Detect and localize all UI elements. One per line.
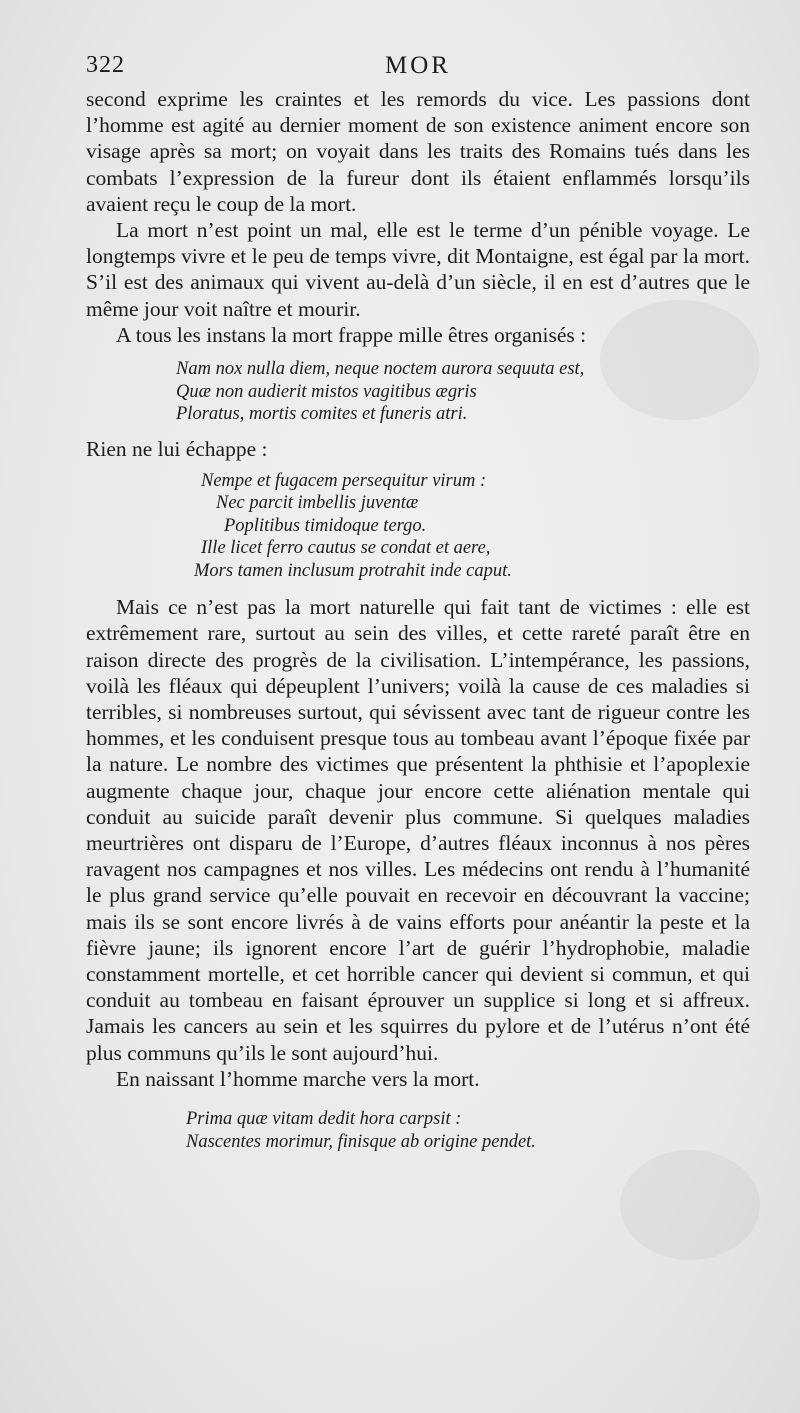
running-head: MOR — [385, 52, 451, 79]
verse-line: Nam nox nulla diem, neque noctem aurora sequuta est, — [176, 359, 585, 380]
latin-verse-quote — [86, 462, 750, 595]
paragraph: A tous les instans la mort frappe mille êtres organisés : — [116, 322, 587, 347]
verse-line: Ploratus, mortis comites et funeris atri. — [176, 404, 468, 425]
paragraph: Rien ne lui échappe : — [86, 436, 268, 461]
verse-line: Mors tamen inclusum protrahit inde caput. — [194, 560, 512, 581]
page-header — [86, 52, 750, 88]
page-body — [86, 86, 750, 1153]
page-number: 322 — [86, 52, 125, 78]
verse-line: Nascentes morimur, finisque ab origine pendet. — [186, 1131, 536, 1152]
paragraph: second exprime les craintes et les remords du vice. Les passions dont l’homme est agité au dernier moment de son existence animent encore son visage après sa mort; on voyait dans les traits des Romains tués dans les combats l’expression de la fureur dont ils étaient enflammés lorsqu’ils avaient reçu le coup de la mort. — [86, 87, 750, 216]
latin-verse-quote — [86, 1092, 750, 1153]
paper-stain — [620, 1150, 760, 1260]
verse-line: Poplitibus timidoque tergo. — [224, 515, 427, 536]
verse-line: Ille licet ferro cautus se condat et aere, — [201, 538, 491, 559]
verse-line: Quæ non audierit mistos vagitibus ægris — [176, 381, 477, 402]
paragraph: En naissant l’homme marche vers la mort. — [116, 1066, 480, 1091]
verse-line: Nempe et fugacem persequitur virum : — [201, 470, 487, 491]
latin-verse-quote — [86, 348, 750, 436]
verse-line: Prima quæ vitam dedit hora carpsit : — [186, 1109, 462, 1130]
verse-line: Nec parcit imbellis juventæ — [216, 493, 419, 514]
paragraph: La mort n’est point un mal, elle est le terme d’un pénible voyage. Le longtemps vivre et le peu de temps vivre, dit Montaigne, est égal par la mort. S’il est des animaux qui vivent au-delà d’un siècle, il en est d’autres que le même jour voit naître et mourir. — [86, 218, 750, 321]
paragraph: Mais ce n’est pas la mort naturelle qui fait tant de victimes : elle est extrêmement rare, surtout au sein des villes, et cette rareté paraît être en raison directe des progrès de la civilisation. L’intempérance, les passions, voilà les fléaux qui dépeuplent l’univers; voilà la cause de ces maladies si terribles, si nombreuses surtout, qui sévissent avec tant de rigueur contre les hommes, et les conduisent presque tous au tombeau avant l’époque fixée par la nature. Le nombre des victimes que présentent la phthisie et l’apoplexie augmente chaque jour, chaque jour encore cette aliénation mentale qui conduit au suicide paraît devenir plus commune. Si quelques maladies meurtrières ont disparu de l’Europe, d’autres fléaux inconnus à nos pères ravagent nos campagnes et nos villes. Les médecins ont rendu à l’humanité le plus grand service qu’elle pouvait en recevoir en découvrant la vaccine; mais ils se sont encore livrés à de vains efforts pour anéantir la peste et la fièvre jaune; ils ignorent encore l’art de guérir l’hydrophobie, maladie constamment mortelle, et cet horrible cancer qui devient si commun, et qui conduit au tombeau en faisant éprouver un supplice si long et si affreux. Jamais les cancers au sein et les squirres du pylore et de l’utérus n’ont été plus communs qu’ils le sont aujourd’hui. — [86, 595, 750, 1065]
